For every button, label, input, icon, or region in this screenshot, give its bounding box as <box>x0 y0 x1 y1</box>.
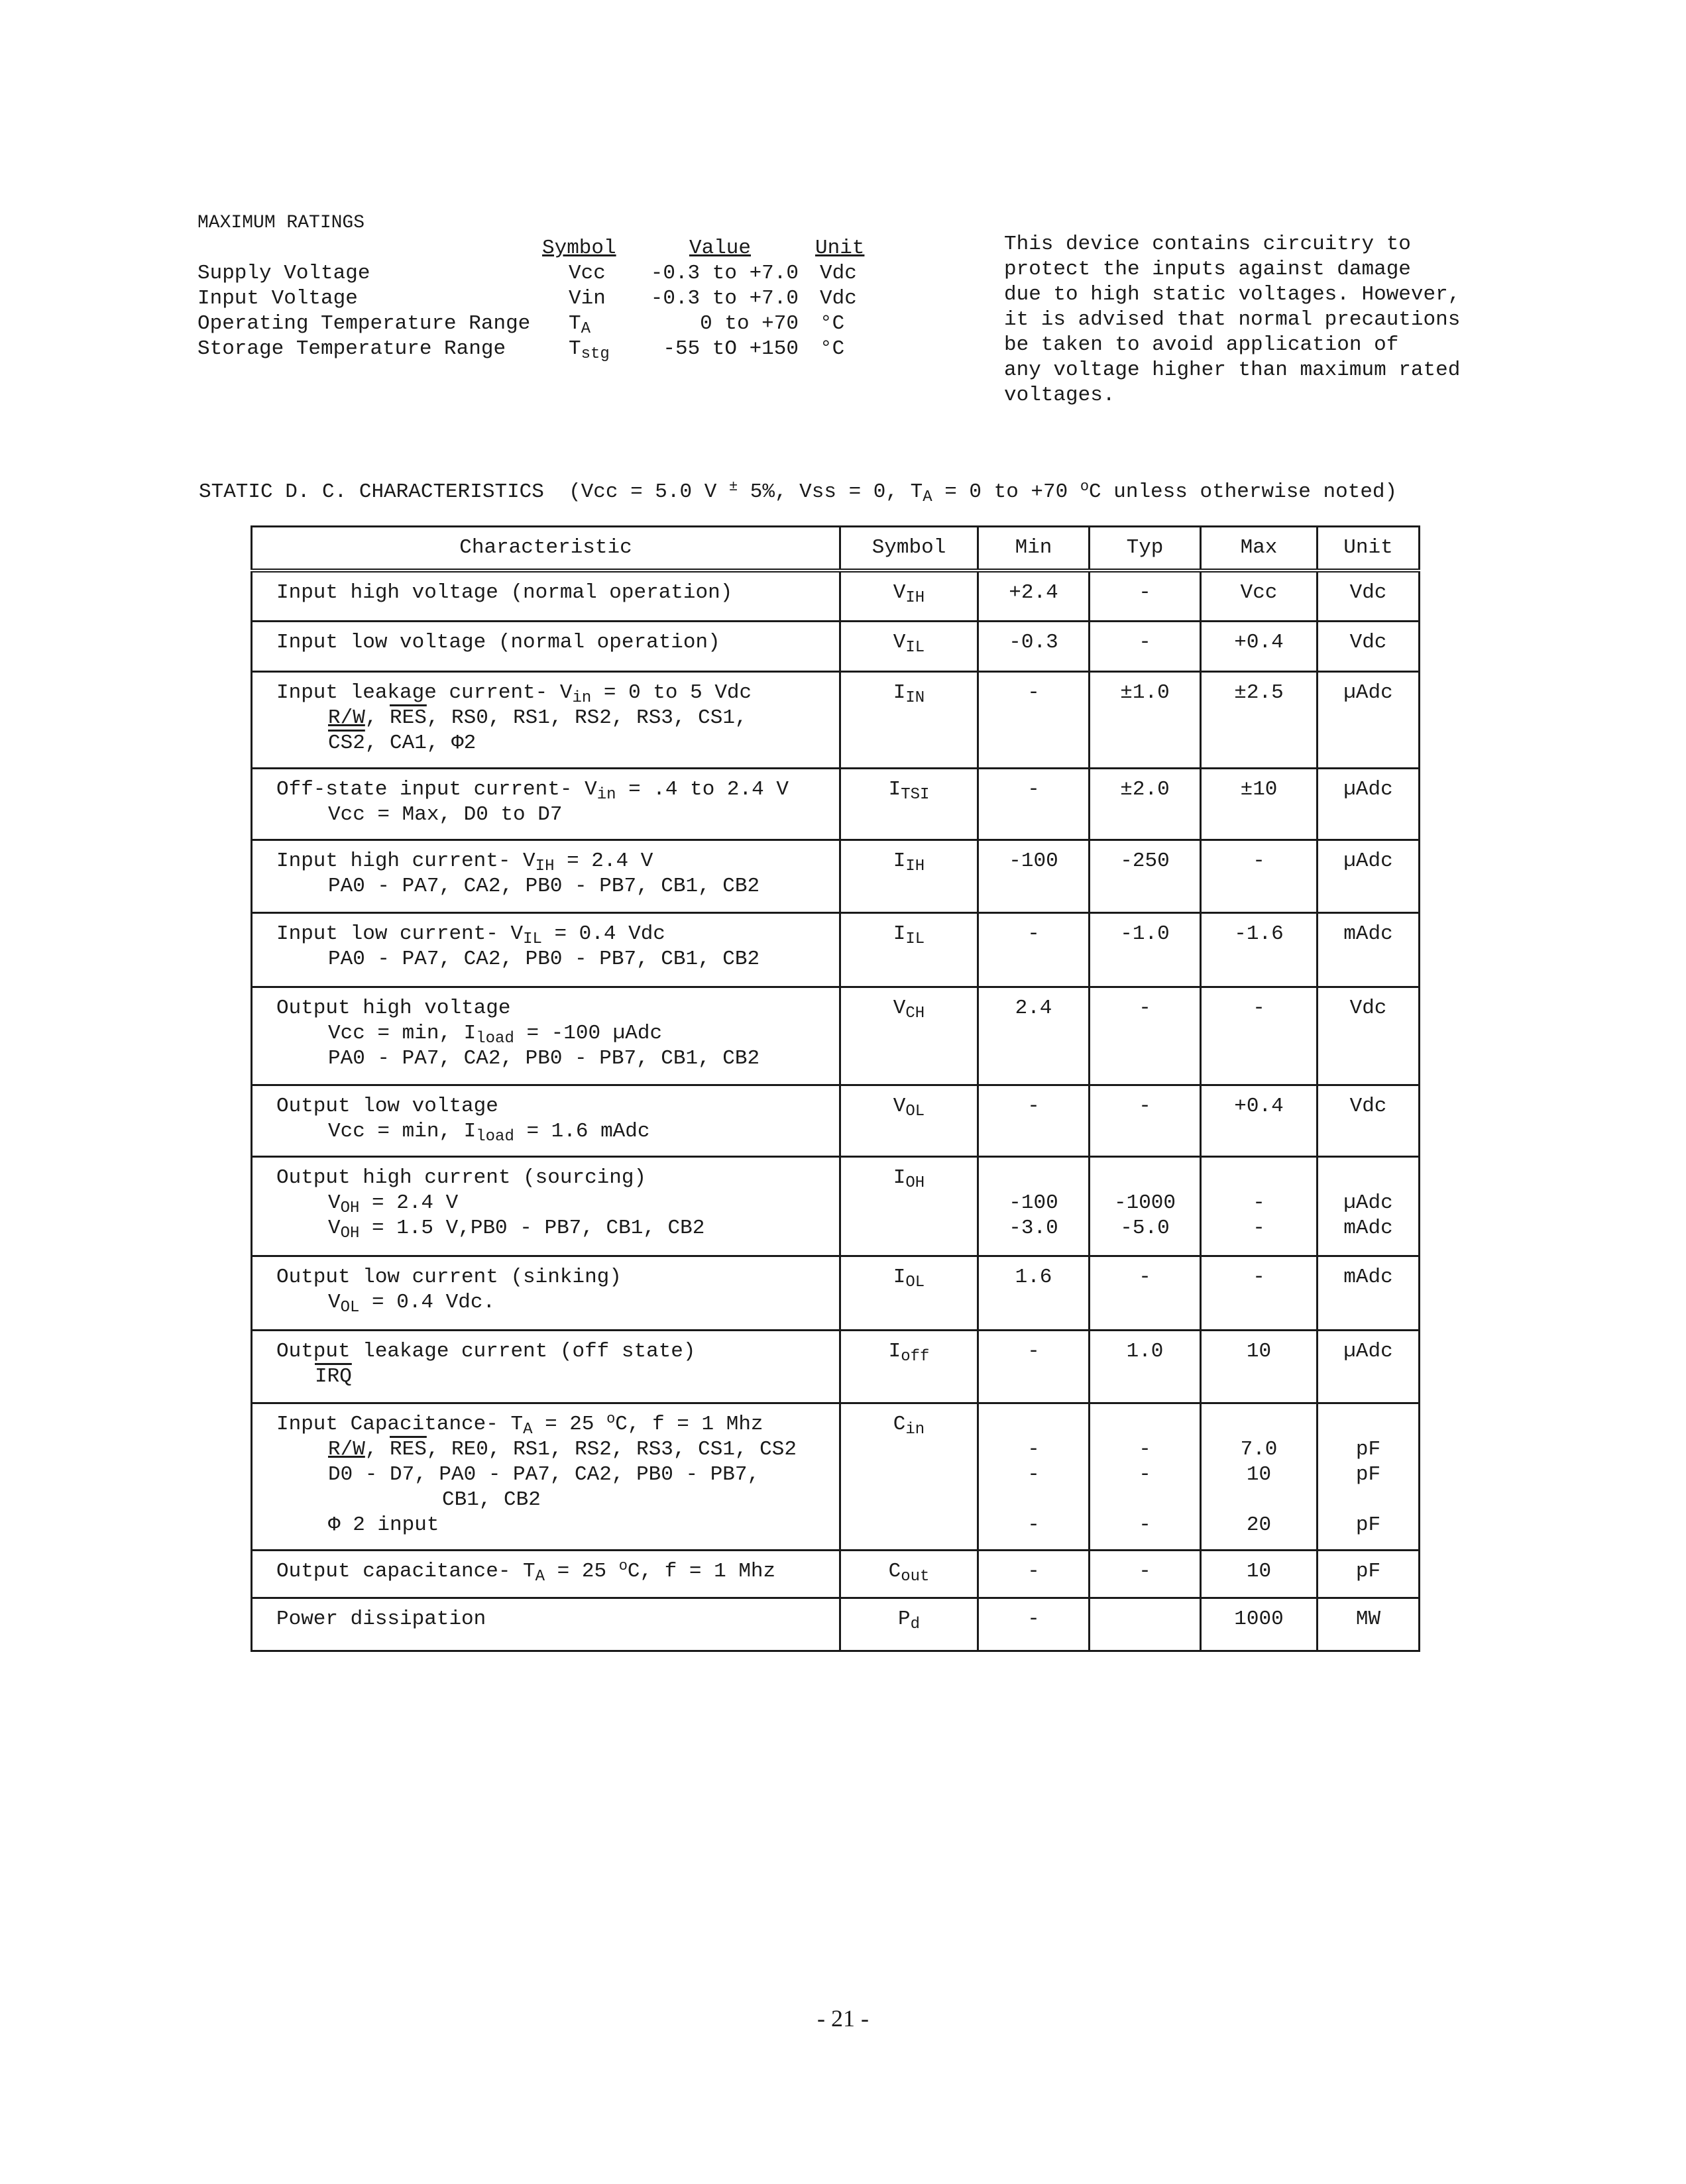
symbol-cell: $V_{OL}$ <box>840 1085 978 1156</box>
symbol-cell: $I_{OH}$ <box>840 1156 978 1256</box>
min-cell: - - - <box>978 1403 1090 1550</box>
note-line: voltages. <box>1004 384 1115 407</box>
symbol-cell: $I_{IL}$ <box>840 912 978 987</box>
min-cell: -100 -3.0 <box>978 1156 1090 1256</box>
max-cell: 10 <box>1201 1330 1318 1403</box>
rating-unit: Vdc <box>820 262 857 285</box>
note-line: it is advised that normal precautions <box>1004 308 1461 331</box>
unit-cell: µAdc <box>1318 1330 1420 1403</box>
min-cell: - <box>978 912 1090 987</box>
unit-cell: mAdc <box>1318 1256 1420 1330</box>
min-cell: - <box>978 1550 1090 1598</box>
characteristic-cell: Input high current- $V_{IH} = 2.4$ V PA0 - PA7, CA2, PB0 - PB7, CB1, CB2 <box>252 840 840 912</box>
note-line: due to high static voltages. However, <box>1004 283 1461 306</box>
max-ratings-header-unit: Unit <box>815 237 865 260</box>
header-symbol: Symbol <box>840 527 978 571</box>
characteristic-cell: Output low current (sinking) $V_{OL} = 0.4$ Vdc. <box>252 1256 840 1330</box>
symbol-cell: $P_d$ <box>840 1598 978 1651</box>
min-cell: - <box>978 1085 1090 1156</box>
note-line: protect the inputs against damage <box>1004 258 1411 281</box>
typ-cell: 1.0 <box>1090 1330 1201 1403</box>
rating-name: Supply Voltage <box>197 262 370 285</box>
characteristic-cell: Output leakage current (off state) $\overline{IRQ}$ <box>252 1330 840 1403</box>
header-characteristic: Characteristic <box>252 527 840 571</box>
max-cell: - - <box>1201 1156 1318 1256</box>
unit-cell: mAdc <box>1318 912 1420 987</box>
static-protection-note <box>1004 232 1508 408</box>
min-cell: +2.4 <box>978 571 1090 621</box>
characteristic-cell: Input Capacitance- $T_A = 25$ $^o$C, f = 1 Mhz R/W, $\overline{RES}$, RE0, RS1, RS2, RS3, CS1, CS2 D0 - D7, PA0 - PA7, CA2, PB0 - PB7, CB1, CB2 Φ 2 input <box>252 1403 840 1550</box>
symbol-cell: $I_{IN}$ <box>840 671 978 768</box>
typ-cell: - <box>1090 1085 1201 1156</box>
unit-cell: Vdc <box>1318 1085 1420 1156</box>
max-cell: - <box>1201 987 1318 1085</box>
characteristic-cell: Input low current- $V_{IL} = 0.4$ Vdc PA0 - PA7, CA2, PB0 - PB7, CB1, CB2 <box>252 912 840 987</box>
max-ratings-header-value: Value <box>689 237 752 260</box>
unit-cell: µAdc <box>1318 840 1420 912</box>
max-cell: 10 <box>1201 1550 1318 1598</box>
dc-characteristics-table <box>251 525 1420 1652</box>
table-header-row <box>252 527 1420 571</box>
rating-unit: Vdc <box>820 287 857 310</box>
typ-cell: ±2.0 <box>1090 768 1201 840</box>
max-cell: - <box>1201 1256 1318 1330</box>
max-cell: ±2.5 <box>1201 671 1318 768</box>
max-cell: +0.4 <box>1201 621 1318 671</box>
unit-cell: Vdc <box>1318 571 1420 621</box>
table-row <box>252 1256 1420 1330</box>
rating-unit: °C <box>820 312 845 335</box>
symbol-cell: $C_{out}$ <box>840 1550 978 1598</box>
rating-name: Storage Temperature Range <box>197 337 506 360</box>
rating-symbol: Vcc <box>569 262 606 285</box>
header-typ: Typ <box>1090 527 1201 571</box>
max-ratings-row <box>0 286 928 311</box>
note-line: any voltage higher than maximum rated <box>1004 358 1461 382</box>
typ-cell: ±1.0 <box>1090 671 1201 768</box>
characteristic-cell: Input leakage current- $V_{in} = 0$ to 5 Vdc R/W, $\overline{RES}$, RS0, RS1, RS2, RS3, CS1, CS2, CA1, Φ2 <box>252 671 840 768</box>
typ-cell: -1.0 <box>1090 912 1201 987</box>
max-cell: Vcc <box>1201 571 1318 621</box>
typ-cell: -1000 -5.0 <box>1090 1156 1201 1256</box>
unit-cell: µAdc <box>1318 768 1420 840</box>
symbol-cell: $V_{IH}$ <box>840 571 978 621</box>
page-number: - 21 - <box>817 2005 869 2032</box>
max-ratings-title: MAXIMUM RATINGS <box>197 213 365 233</box>
unit-cell: pF pF pF <box>1318 1403 1420 1550</box>
table-row <box>252 987 1420 1085</box>
characteristic-cell: Input low voltage (normal operation) <box>252 621 840 671</box>
header-max: Max <box>1201 527 1318 571</box>
symbol-cell: $V_{IL}$ <box>840 621 978 671</box>
characteristic-cell: Power dissipation <box>252 1598 840 1651</box>
rating-unit: °C <box>820 337 845 360</box>
typ-cell: - <box>1090 1550 1201 1598</box>
header-min: Min <box>978 527 1090 571</box>
characteristic-cell: Input high voltage (normal operation) <box>252 571 840 621</box>
characteristic-cell: Output high voltage Vcc = min, $I_{load} = -100$ µAdc PA0 - PA7, CA2, PB0 - PB7, CB1, CB2 <box>252 987 840 1085</box>
table-row <box>252 1156 1420 1256</box>
symbol-cell: $I_{TSI}$ <box>840 768 978 840</box>
symbol-cell: $I_{IH}$ <box>840 840 978 912</box>
min-cell: - <box>978 671 1090 768</box>
min-cell: 2.4 <box>978 987 1090 1085</box>
min-cell: - <box>978 1330 1090 1403</box>
unit-cell: MW <box>1318 1598 1420 1651</box>
dc-characteristics-heading: STATIC D. C. CHARACTERISTICS (Vcc = 5.0 V ± 5%, Vss = 0, $T_A = 0$ to +70 $^o$C unless otherwise noted) <box>199 478 1398 506</box>
unit-cell: Vdc <box>1318 987 1420 1085</box>
rating-value: 0 to +70 <box>700 312 799 335</box>
max-cell: ±10 <box>1201 768 1318 840</box>
unit-cell: Vdc <box>1318 621 1420 671</box>
max-cell: - <box>1201 840 1318 912</box>
max-cell: 1000 <box>1201 1598 1318 1651</box>
unit-cell: µAdc mAdc <box>1318 1156 1420 1256</box>
max-ratings-row <box>0 261 928 286</box>
rating-symbol: Vin <box>569 287 606 310</box>
rating-name: Input Voltage <box>197 287 358 310</box>
min-cell: -100 <box>978 840 1090 912</box>
max-cell: -1.6 <box>1201 912 1318 987</box>
table-row <box>252 1085 1420 1156</box>
typ-cell: - <box>1090 987 1201 1085</box>
table-row <box>252 1598 1420 1651</box>
typ-cell: - <box>1090 571 1201 621</box>
table-row <box>252 621 1420 671</box>
table-row <box>252 671 1420 768</box>
symbol-cell: $I_{off}$ <box>840 1330 978 1403</box>
min-cell: - <box>978 1598 1090 1651</box>
characteristic-cell: Output capacitance- $T_A = 25$ $^o$C, f = 1 Mhz <box>252 1550 840 1598</box>
max-ratings-header-symbol: Symbol <box>542 237 616 260</box>
characteristic-cell: Output low voltage Vcc = min, $I_{load} = 1.6$ mAdc <box>252 1085 840 1156</box>
rating-value: -0.3 to +7.0 <box>650 287 799 310</box>
rating-symbol: $T_A$ <box>569 312 591 338</box>
max-cell: 7.0 10 20 <box>1201 1403 1318 1550</box>
min-cell: -0.3 <box>978 621 1090 671</box>
typ-cell: - <box>1090 621 1201 671</box>
symbol-cell: $C_{in}$ <box>840 1403 978 1550</box>
min-cell: 1.6 <box>978 1256 1090 1330</box>
max-ratings-row <box>0 337 928 362</box>
typ-cell <box>1090 1598 1201 1651</box>
typ-cell: - <box>1090 1256 1201 1330</box>
rating-name: Operating Temperature Range <box>197 312 531 335</box>
characteristic-cell: Off-state input current- $V_{in} = .4$ to 2.4 V Vcc = Max, D0 to D7 <box>252 768 840 840</box>
header-unit: Unit <box>1318 527 1420 571</box>
min-cell: - <box>978 768 1090 840</box>
max-cell: +0.4 <box>1201 1085 1318 1156</box>
rating-symbol: $T_{stg}$ <box>569 337 610 363</box>
table-row <box>252 840 1420 912</box>
characteristic-cell: Output high current (sourcing) $V_{OH} = 2.4$ V $V_{OH} = 1.5$ V,PB0 - PB7, CB1, CB2 <box>252 1156 840 1256</box>
typ-cell: -250 <box>1090 840 1201 912</box>
table-row <box>252 768 1420 840</box>
table-row <box>252 1403 1420 1550</box>
max-ratings-row <box>0 311 928 337</box>
typ-cell: - - - <box>1090 1403 1201 1550</box>
table-row <box>252 1330 1420 1403</box>
table-row <box>252 1550 1420 1598</box>
note-line: be taken to avoid application of <box>1004 333 1399 356</box>
unit-cell: µAdc <box>1318 671 1420 768</box>
note-line: This device contains circuitry to <box>1004 233 1411 256</box>
rating-value: -0.3 to +7.0 <box>650 262 799 285</box>
symbol-cell: $V_{CH}$ <box>840 987 978 1085</box>
table-row <box>252 571 1420 621</box>
rating-value: -55 tO +150 <box>663 337 799 360</box>
symbol-cell: $I_{OL}$ <box>840 1256 978 1330</box>
unit-cell: pF <box>1318 1550 1420 1598</box>
table-row <box>252 912 1420 987</box>
